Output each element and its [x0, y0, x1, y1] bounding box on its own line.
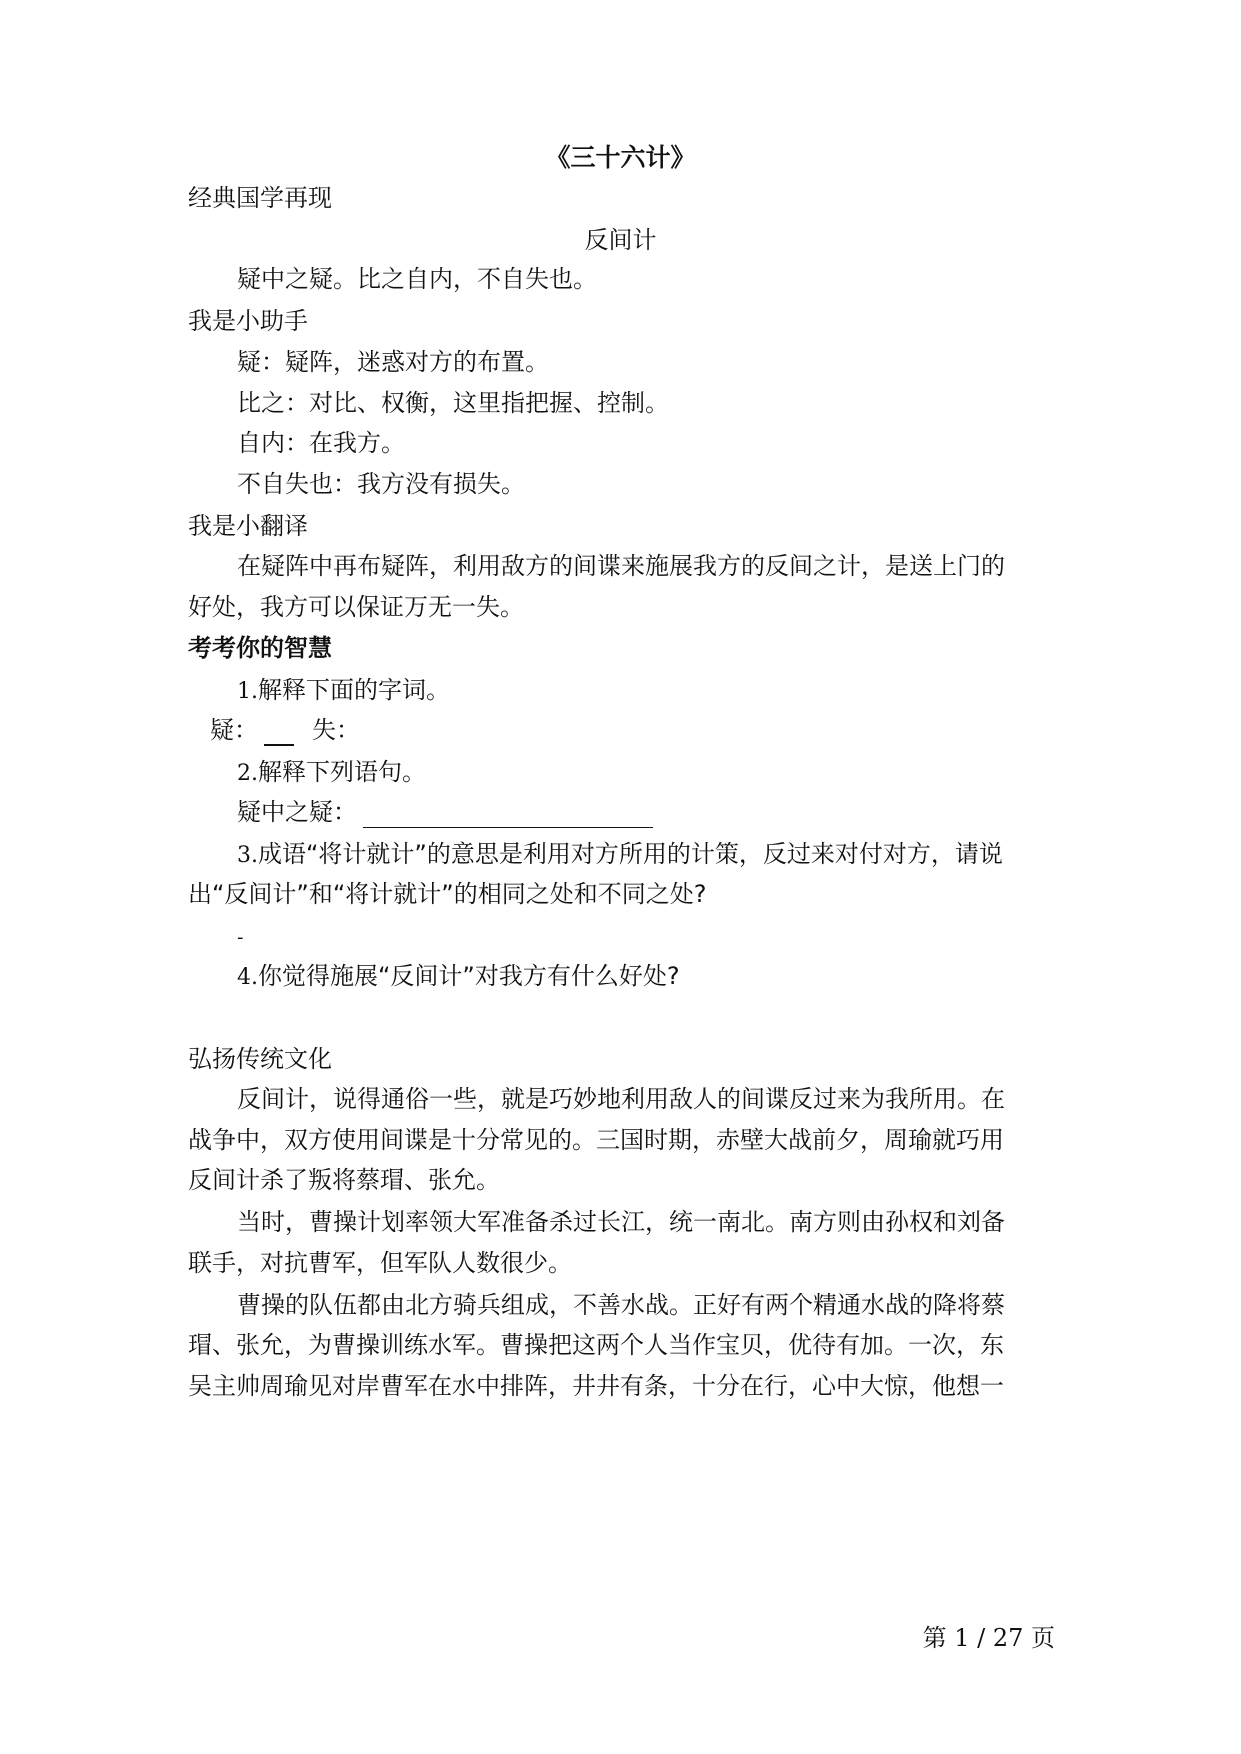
- section-heading-translate: 我是小翻译: [188, 512, 308, 540]
- culture-paragraph-line: 曹操的队伍都由北方骑兵组成，不善水战。正好有两个精通水战的降将蔡: [237, 1291, 1005, 1319]
- question-text: 解释下面的字词。: [258, 676, 450, 704]
- culture-paragraph-line: 反间计杀了叛将蔡瑁、张允。: [188, 1166, 500, 1194]
- answer-blank[interactable]: [363, 801, 653, 828]
- document-title: 《三十六计》: [545, 143, 696, 172]
- term-label: 失：: [312, 716, 360, 744]
- page-number-footer: 第 1 / 27 页: [922, 1624, 1055, 1652]
- question-text: 成语“将计就计”的意思是利用对方所用的计策，反过来对付对方，请说: [258, 840, 1003, 868]
- section-heading-helper: 我是小助手: [188, 307, 308, 335]
- culture-paragraph-line: 吴主帅周瑜见对岸曹军在水中排阵，井井有条，十分在行，心中大惊，他想一: [188, 1372, 1004, 1400]
- section-heading-quiz: 考考你的智慧: [188, 634, 332, 662]
- culture-paragraph-line: 联手，对抗曹军，但军队人数很少。: [188, 1249, 572, 1277]
- translation-line: 在疑阵中再布疑阵，利用敌方的间谍来施展我方的反间之计，是送上门的: [237, 552, 1005, 580]
- culture-paragraph-line: 战争中，双方使用间谍是十分常见的。三国时期，赤壁大战前夕，周瑜就巧用: [188, 1126, 1004, 1154]
- note-item: 比之：对比、权衡，这里指把握、控制。: [237, 389, 669, 417]
- section-heading-culture: 弘扬传统文化: [188, 1045, 332, 1073]
- question-text: 你觉得施展“反间计”对我方有什么好处?: [258, 962, 680, 990]
- question-number: 1.: [237, 679, 258, 704]
- translation-line: 好处，我方可以保证万无一失。: [188, 593, 524, 621]
- note-item: 疑：疑阵，迷惑对方的布置。: [237, 348, 549, 376]
- question-1-items: [210, 714, 1080, 746]
- question-3: [237, 838, 1057, 872]
- question-2: [237, 756, 1057, 790]
- chapter-title: 反间计: [584, 226, 657, 254]
- question-3-continued: 出“反间计”和“将计就计”的相同之处和不同之处?: [188, 880, 707, 908]
- answer-mark: -: [237, 927, 244, 948]
- original-text: 疑中之疑。比之自内，不自失也。: [237, 265, 597, 293]
- culture-paragraph-line: 反间计，说得通俗一些，就是巧妙地利用敌人的间谍反过来为我所用。在: [237, 1085, 1005, 1113]
- section-heading-classic: 经典国学再现: [188, 184, 332, 212]
- culture-paragraph-line: 瑁、张允，为曹操训练水军。曹操把这两个人当作宝贝，优待有加。一次，东: [188, 1331, 1004, 1359]
- question-text: 解释下列语句。: [258, 758, 426, 786]
- term-label: 疑中之疑：: [237, 798, 357, 826]
- culture-paragraph-line: 当时，曹操计划率领大军准备杀过长江，统一南北。南方则由孙权和刘备: [237, 1208, 1005, 1236]
- note-item: 不自失也：我方没有损失。: [237, 470, 525, 498]
- answer-blank[interactable]: [264, 720, 294, 746]
- question-4: [237, 960, 1057, 994]
- note-item: 自内：在我方。: [237, 429, 405, 457]
- question-2-item: [237, 796, 1057, 828]
- question-number: 4.: [237, 965, 258, 990]
- question-number: 3.: [237, 843, 258, 868]
- question-number: 2.: [237, 761, 258, 786]
- question-1: [237, 674, 1057, 708]
- term-label: 疑：: [210, 716, 258, 744]
